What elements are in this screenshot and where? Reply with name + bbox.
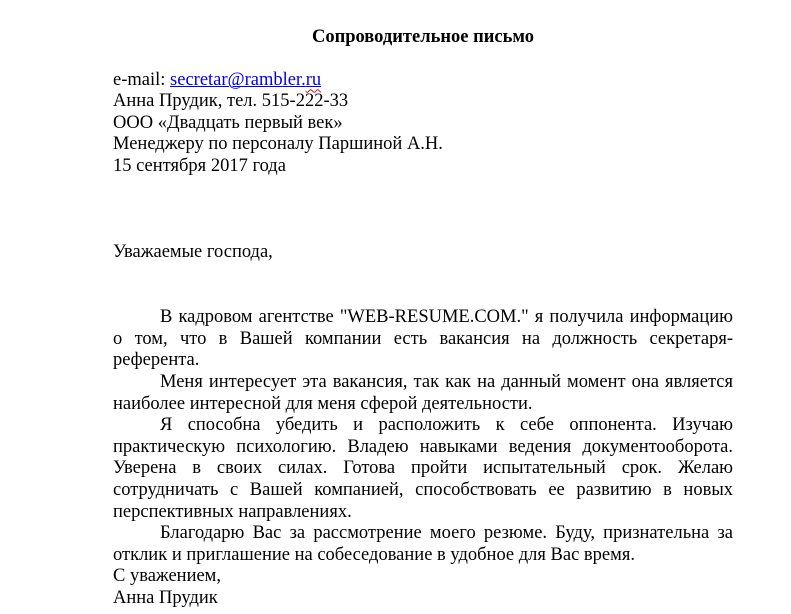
header-line-date: 15 сентября 2017 года	[113, 156, 286, 177]
blank-line	[113, 264, 733, 286]
paragraph-vacancy-info: В кадровом агентстве "WEB-RESUME.COM." я получила информацию о том, что в Вашей компании есть вакансия на должность секретаря-референта.	[113, 307, 733, 371]
email-link[interactable]	[170, 70, 321, 90]
email-label: e-mail:	[113, 69, 171, 90]
paragraph-interest: Меня интересует эта вакансия, так как на данный момент она является наиболее интересной для меня сферой деятельности.	[113, 372, 733, 414]
blank-line	[113, 221, 733, 243]
salutation: Уважаемые господа,	[113, 242, 273, 263]
page-title: Сопроводительное письмо	[311, 26, 535, 47]
paragraph-skills: Я способна убедить и расположить к себе оппонента. Изучаю практическую психологию. Владею навыками ведения документооборота. Уверена в своих силах. Готова пройти испытательный срок. Желаю сотрудничать с Вашей компанией, способствовать ее развитию в новых перспективных направлениях.	[113, 415, 733, 522]
blank-line	[113, 199, 733, 221]
blank-line	[113, 178, 733, 200]
email-line	[113, 70, 733, 92]
blank-line	[113, 48, 733, 70]
blank-line	[113, 286, 733, 308]
signature-name: Анна Прудик	[113, 587, 218, 608]
letter-content	[113, 0, 733, 610]
header-line-sender: Анна Прудик, тел. 515-222-33	[113, 91, 349, 112]
email-link-main: secretar@rambler.	[170, 69, 306, 90]
paragraph-thanks: Благодарю Вас за рассмотрение моего резюме. Буду, признательна за отклик и приглашение на собеседование в удобное для Вас время.	[113, 523, 733, 565]
header-line-company: ООО «Двадцать первый век»	[113, 112, 343, 133]
email-link-tail-misspelled: ru	[305, 69, 322, 90]
header-line-recipient: Менеджеру по персоналу Паршиной А.Н.	[113, 134, 443, 155]
closing-salutation: С уважением,	[113, 566, 222, 587]
